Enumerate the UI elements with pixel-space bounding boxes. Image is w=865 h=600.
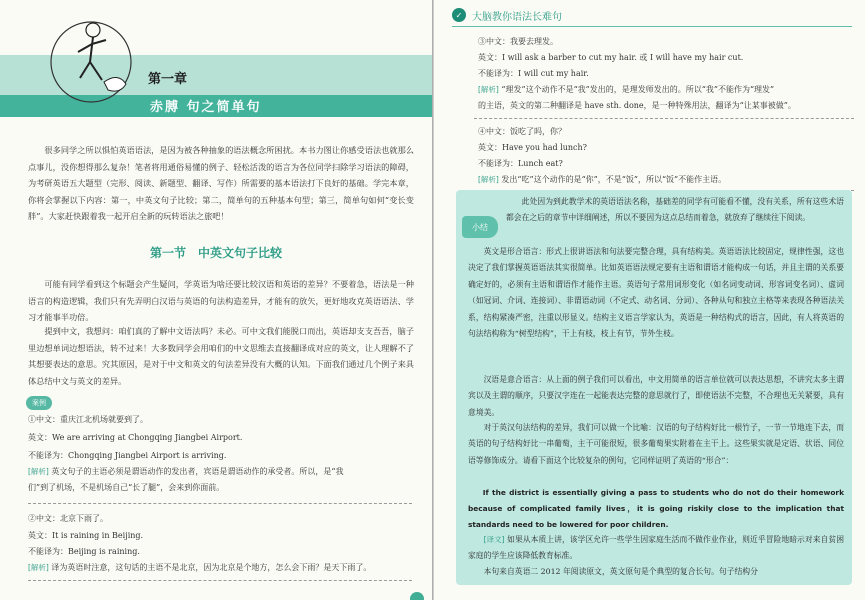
example-tag: 案例 — [26, 396, 52, 410]
running-head-title: 大脑教你语法长难句 — [472, 11, 562, 23]
example-1-analysis — [28, 466, 344, 478]
summary-english-example: If the district is essentially giving a pass to students who do not do their homework because of complicated family lives，it is going riskily close to the implication that standards need to be lowered for poor children. — [468, 488, 844, 529]
example-3-chinese: ③中文：我要去理发。 — [478, 37, 558, 46]
example-3-english: 英文：I will ask a barber to cut my hair. 或 I will have my hair cut. — [478, 53, 744, 62]
header-rule — [452, 26, 852, 27]
example-4-chinese: ④中文：饭吃了吗，你？ — [478, 127, 566, 136]
analysis-label: [解析] — [28, 467, 49, 476]
example-3-wrong: 不能译为：I will cut my hair. — [478, 69, 589, 78]
summary-paragraph-2: 英文是形合语言：形式上很讲语法和句法要完整合理，具有结构美。英语语法比较固定，规律性强，这也决定了我们掌握英语语法其实很简单。比如英语语法规定要有主语和谓语才能构成一句话，并且主谓的关系要确定好的，必须有主语和谓语作才能作主语。英语句子常用词形变化（如名词变动词、形容词变名词）、虚词（如冠词、介词、连接词）、非谓语动词（不定式、动名词、分词）、各种从句和独立主格等来表现各种语法关系，结构紧凑严密，注重以形显义。结构主义语言学家认为，英语是一种结构式的语言，因此，有人将英语的句法结构称为“树型结构”，干上有枝，枝上有节，节外生枝。 — [468, 247, 844, 339]
chapter-title: 赤膊 句之简单句 — [150, 100, 262, 115]
page-corner-marker — [410, 592, 424, 600]
example-3-analysis — [478, 84, 774, 96]
summary-paragraph-1: 此处因为到此教学术的英语语法名称，基础差的同学有可能看不懂，没有关系，所有这些术语都会在之后的章节中详细阐述，所以不要因为这点总结而着急，就放弃了继续往下阅读。 — [506, 197, 844, 223]
example-2-analysis — [28, 562, 371, 574]
example-4-english: 英文：Have you had lunch? — [478, 143, 587, 152]
example-1-wrong: 不能译为：Chongqing Jiangbei Airport is arriving. — [28, 451, 227, 460]
summary-paragraph-4: 对于英汉句法结构的差异，我们可以做一个比喻：汉语的句子结构好比一根竹子，一节一节地连下去，而英语的句子结构好比一串葡萄，主干可能很短，很多葡萄果实附着在主干上。这些果实就是定语、状语、同位语等修饰成分。请看下面这个比较复杂的例句，它同样证明了英语的“形合”： — [468, 423, 844, 465]
section-paragraph-1: 可能有同学看到这个标题会产生疑问，学英语为啥还要比较汉语和英语的差异？不要着急，语法是一种语言的构造逻辑，我们只有先弄明白汉语与英语的句法构造差异，才能有的放矢，更好地攻克英语语法、学习才能事半功倍。 — [28, 279, 414, 322]
analysis-label: [解析] — [478, 85, 499, 94]
example-4-analysis — [478, 174, 726, 186]
example-1-analysis-line-2: 们”到了机场，不是机场自己“长了腿”，会来到你面前。 — [28, 483, 225, 492]
example-3-analysis-line-1: “理发”这个动作不是“我”发出的，是理发师发出的。所以“我”不能作为“理发” — [501, 85, 775, 94]
summary-translation — [468, 532, 844, 565]
example-2-analysis-text: 译为英语时注意，这句话的主语不是北京，因为北京是个地方，怎么会下雨？是天下雨了。 — [51, 563, 372, 572]
summary-paragraph-3: 汉语是意合语言：从上面的例子我们可以看出，中文用简单的语言单位就可以表达思想，不讲究太多主谓宾以及主谓的顺序，只要汉字连在一起能表达完整的意思就行了，即使语法不完整，不合理也无关紧要，具有意境美。 — [468, 375, 844, 417]
example-2-english: 英文：It is raining in Beijing. — [28, 531, 144, 540]
chapter-number: 第一章 — [148, 72, 188, 87]
divider — [474, 118, 854, 119]
example-1-analysis-line-1: 英文句子的主语必须是谓语动作的发出者，宾语是谓语动作的承受者。所以，是“我 — [51, 467, 344, 476]
example-3-analysis-line-2: 的主语，英文的第二种翻译是 have sth. done，是一种特殊用法，翻译为“让某事被做”。 — [478, 101, 796, 110]
example-4-analysis-text: 发出“吃”这个动作的是“你”，不是“饭”，所以“饭”不能作主语。 — [501, 175, 727, 184]
divider — [28, 503, 412, 504]
example-2-chinese: ②中文：北京下雨了。 — [28, 514, 108, 523]
example-1-english: 英文：We are arriving at Chongqing Jiangbei Airport. — [28, 433, 243, 442]
section-title: 第一节 中英文句子比较 — [149, 246, 282, 260]
book-icon: ✓ — [452, 8, 466, 22]
summary-last-line: 本句来自英语二 2012 年阅读原文，英文原句是个典型的复合长句。句子结构分 — [483, 567, 758, 576]
example-1-chinese: ①中文：重庆江北机场就要到了。 — [28, 415, 148, 424]
divider — [28, 580, 412, 581]
running-boy-illustration-icon — [46, 10, 136, 118]
example-2-wrong: 不能译为：Beijing is raining. — [28, 547, 140, 556]
example-4-wrong: 不能译为：Lunch eat? — [478, 159, 563, 168]
section-paragraph-2: 提到中文，我想问：咱们真的了解中文语法吗？未必。可中文我们能脱口而出，英语却支支吾吾，脑子里边想单词边想语法，转不过来！大多数同学会用咱们的中文思维去直接翻译成对应的英文，让人理解不了其想要表达的意思。究其原因，是对于中文和英文的句法差异没有大概的认知。下面我们通过几个例子来具体总结中文与英文的差异。 — [28, 326, 414, 386]
summary-translation-text: 如果从本质上讲，该学区允许一些学生因家庭生活而不做作业作业，则近乎冒险地暗示对来自贫困家庭的学生应该降低教育标准。 — [468, 535, 845, 561]
intro-paragraph: 很多同学之所以惧怕英语语法，是因为被各种抽象的语法概念所困扰。本书力图让你感受语法也就那么点事儿，没你想得那么复杂！笔者将用通俗易懂的例子、轻松活泼的语言为各位同学扫除学习语法的障碍，为考研英语五大题型（完形、阅读、新题型、翻译、写作）所需要的基本语法打下良好的基础。学完本章，你将会掌握以下内容：第一，中英文句子比较；第二，简单句的五种基本句型；第三，简单句如何“变长变胖”。大家赶快跟着我一起开启全新的玩转语法之旅吧！ — [28, 145, 414, 221]
left-page — [0, 0, 432, 600]
running-head — [452, 6, 562, 24]
translation-label: [译文] — [483, 535, 505, 544]
analysis-label: [解析] — [478, 175, 499, 184]
summary-tag: 小结 — [462, 216, 498, 238]
analysis-label: [解析] — [28, 563, 49, 572]
